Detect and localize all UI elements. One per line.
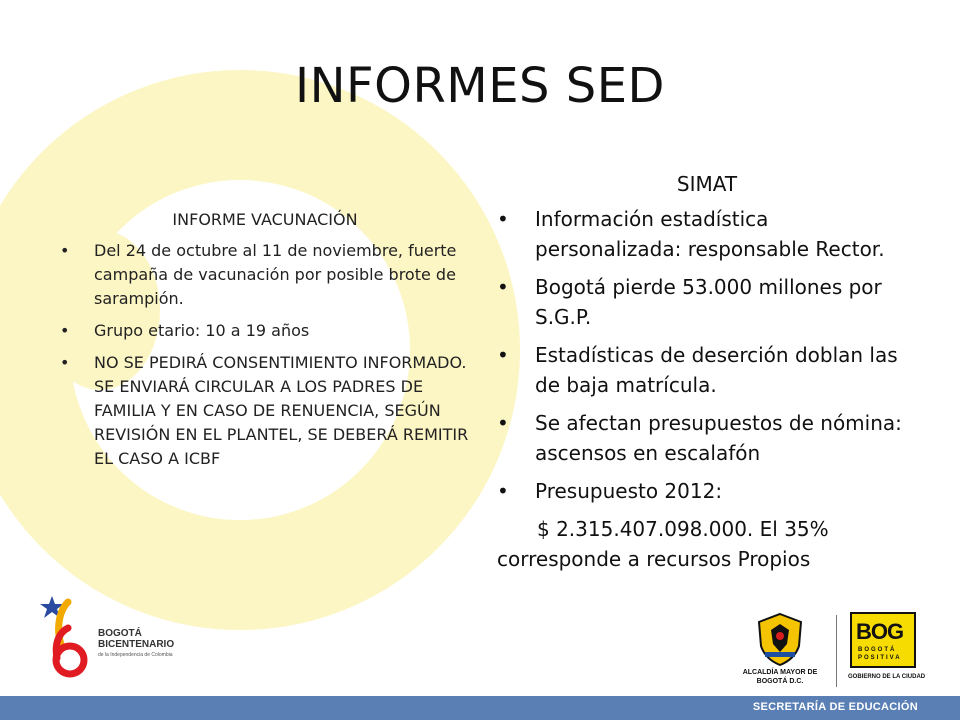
bicentenario-name: BOGOTÁ BICENTENARIO bbox=[98, 628, 175, 650]
list-item: • Bogotá pierde 53.000 millones por S.G.P. bbox=[497, 272, 917, 332]
list-item: • Información estadística personalizada: responsable Rector. bbox=[497, 204, 917, 264]
slide-title: INFORMES SED bbox=[294, 58, 666, 114]
bicentenario-logo bbox=[38, 592, 218, 692]
bog-subtitle: BOGOTÁ POSITIVA bbox=[858, 647, 902, 661]
bog-logo-box bbox=[850, 612, 916, 668]
bogota-positiva-logo bbox=[848, 612, 926, 692]
simat-column bbox=[497, 172, 917, 574]
gobierno-label: GOBIERNO DE LA CIUDAD bbox=[848, 674, 926, 680]
alcaldia-logo bbox=[735, 612, 825, 692]
list-item: • Del 24 de octubre al 11 de noviembre, fuerte campaña de vacunación por posible brote de sarampión. bbox=[60, 239, 470, 311]
list-item: • Se afectan presupuestos de nómina: ascensos en escalafón bbox=[497, 408, 917, 468]
footer-bar bbox=[0, 696, 960, 720]
list-item: • NO SE PEDIRÁ CONSENTIMIENTO INFORMADO. SE ENVIARÁ CIRCULAR A LOS PADRES DE FAMILIA Y EN CASO DE RENUENCIA, SEGÚN REVISIÓN EN EL PLANTEL, SE DEBERÁ REMITIR EL CASO A ICBF bbox=[60, 351, 470, 471]
list-item: • Presupuesto 2012: bbox=[497, 476, 917, 506]
footer-label: SECRETARÍA DE EDUCACIÓN bbox=[752, 701, 918, 713]
vaccination-report-heading: INFORME VACUNACIÓN bbox=[172, 210, 358, 229]
vaccination-report-column bbox=[60, 210, 470, 479]
bogota-coat-of-arms-icon bbox=[755, 612, 805, 666]
budget-amount-text: $ 2.315.407.098.000. El 35% corresponde a recursos Propios bbox=[497, 517, 829, 571]
list-item: • Grupo etario: 10 a 19 años bbox=[60, 319, 470, 343]
simat-heading: SIMAT bbox=[676, 172, 738, 196]
list-item: • Estadísticas de deserción doblan las de baja matrícula. bbox=[497, 340, 917, 400]
bicentenario-subtitle: de la Independencia de Colombia bbox=[98, 652, 173, 658]
alcaldia-label: ALCALDÍA MAYOR DE BOGOTÁ D.C. bbox=[742, 669, 818, 685]
vaccination-bullet-list bbox=[60, 239, 470, 471]
bicentenario-emblem-icon bbox=[38, 592, 98, 692]
simat-bullet-list bbox=[497, 204, 917, 506]
bog-wordmark: BOG bbox=[856, 619, 904, 644]
logo-divider bbox=[836, 615, 837, 687]
